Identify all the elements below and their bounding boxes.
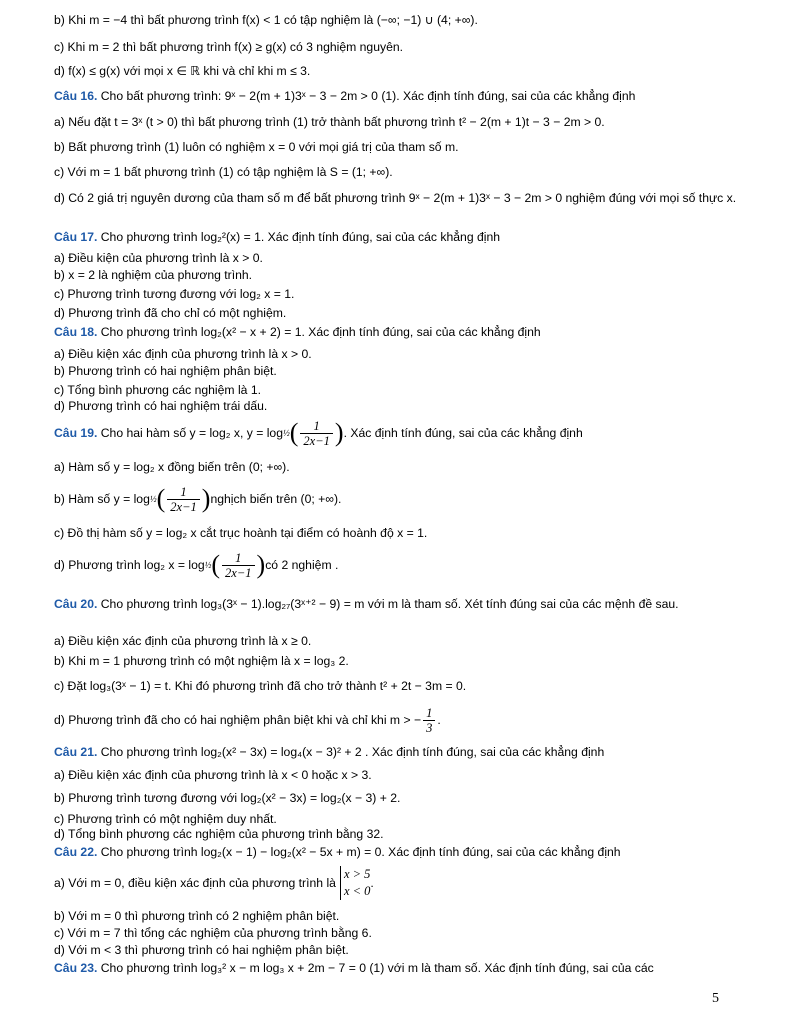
q19-option-a: a) Hàm số y = log₂ x đồng biến trên (0; +∞).: [54, 460, 290, 474]
prev-question-d: d) f(x) ≤ g(x) với mọi x ∈ ℝ khi và chỉ khi m ≤ 3.: [54, 64, 311, 78]
log-base: ½: [282, 428, 290, 438]
question-18: [54, 325, 744, 339]
q20-option-d: [54, 703, 744, 737]
q22-option-a-pre: a) Với m = 0, điều kiện xác định của phương trình là: [54, 876, 336, 890]
fraction-numerator: 1: [167, 485, 199, 500]
q21-option-c: c) Phương trình có một nghiệm duy nhất.: [54, 812, 277, 826]
q20-option-d-post: .: [437, 713, 441, 727]
q19-option-d-pre: d) Phương trình log₂ x = log: [54, 558, 205, 572]
q19-option-b-pre: b) Hàm số y = log: [54, 492, 150, 506]
paren-left: (: [289, 418, 299, 447]
paren-right: ): [201, 484, 211, 513]
q17-option-d: d) Phương trình đã cho chỉ có một nghiệm.: [54, 306, 287, 320]
q19-option-c: c) Đồ thị hàm số y = log₂ x cắt trục hoành tại điểm có hoành độ x = 1.: [54, 526, 428, 540]
question-22-stem: Cho phương trình log₂(x − 1) − log₂(x² − 5x + m) = 0. Xác định tính đúng, sai của các khẳng định: [100, 845, 621, 859]
question-18-stem: Cho phương trình log₂(x² − x + 2) = 1. Xác định tính đúng, sai của các khẳng định: [100, 325, 541, 339]
fraction-denominator: 2x−1: [303, 433, 330, 448]
log-base: ½: [204, 560, 212, 570]
paren-left: (: [211, 550, 221, 579]
q16-option-d: d) Có 2 giá trị nguyên dương của tham số m để bất phương trình 9ˣ − 2(m + 1)3ˣ − 3 − 2m > 0 nghiệm đúng với mọi số thực x.: [54, 191, 737, 205]
question-21-stem: Cho phương trình log₂(x² − 3x) = log₄(x − 3)² + 2 . Xác định tính đúng, sai của các khẳng định: [100, 745, 605, 759]
q18-option-b: b) Phương trình có hai nghiệm phân biệt.: [54, 364, 277, 378]
q19-option-b: [54, 482, 744, 516]
q16-option-a: a) Nếu đặt t = 3ˣ (t > 0) thì bất phương trình (1) trở thành bất phương trình t² − 2(m + 1)t − 3 − 2m > 0.: [54, 115, 605, 129]
prev-question-b: b) Khi m = −4 thì bất phương trình f(x) < 1 có tập nghiệm là (−∞; −1) ∪ (4; +∞).: [54, 13, 478, 27]
question-23-stem: Cho phương trình log₃² x − m log₃ x + 2m − 7 = 0 (1) với m là tham số. Xác định tính đúng, sai của các: [100, 961, 654, 975]
question-20-label: Câu 20.: [54, 597, 98, 611]
condition-system: [340, 866, 370, 900]
log-base: ½: [149, 494, 157, 504]
q18-option-d: d) Phương trình có hai nghiệm trái dấu.: [54, 399, 268, 413]
q19-option-d: [54, 548, 744, 582]
paren-right: ): [334, 418, 344, 447]
q19-option-b-post: nghịch biến trên (0; +∞).: [210, 492, 342, 506]
fraction-denominator: 3: [426, 720, 433, 735]
question-19-stem-a: Cho hai hàm số y = log₂ x, y = log: [100, 426, 283, 440]
fraction: [423, 706, 435, 735]
q22-option-a-post: .: [370, 876, 374, 890]
q20-option-d-pre: d) Phương trình đã cho có hai nghiệm phân biệt khi và chỉ khi m > −: [54, 713, 422, 727]
fraction-denominator: 2x−1: [170, 499, 197, 514]
question-16-label: Câu 16.: [54, 89, 98, 103]
question-20: [54, 594, 744, 614]
page-number: 5: [712, 991, 719, 1006]
fraction: [167, 485, 199, 514]
fraction-numerator: 1: [300, 419, 332, 434]
q19-option-d-post: có 2 nghiệm .: [265, 558, 339, 572]
q16-option-b: b) Bất phương trình (1) luôn có nghiệm x = 0 với mọi giá trị của tham số m.: [54, 140, 459, 154]
question-19-label: Câu 19.: [54, 426, 98, 440]
q18-option-c: c) Tổng bình phương các nghiệm là 1.: [54, 383, 261, 397]
q17-option-a: a) Điều kiện của phương trình là x > 0.: [54, 251, 263, 265]
fraction-denominator: 2x−1: [225, 565, 252, 580]
question-23-label: Câu 23.: [54, 961, 98, 975]
q20-option-a: a) Điều kiện xác định của phương trình là x ≥ 0.: [54, 634, 312, 648]
question-21: [54, 745, 744, 759]
q18-option-a: a) Điều kiện xác định của phương trình là x > 0.: [54, 347, 312, 361]
q16-option-c: c) Với m = 1 bất phương trình (1) có tập nghiệm là S = (1; +∞).: [54, 165, 393, 179]
q17-option-b: b) x = 2 là nghiệm của phương trình.: [54, 268, 253, 282]
paren-left: (: [156, 484, 166, 513]
question-16-stem: Cho bất phương trình: 9ˣ − 2(m + 1)3ˣ − 3 − 2m > 0 (1). Xác định tính đúng, sai của các khẳng định: [100, 89, 636, 103]
q22-option-b: b) Với m = 0 thì phương trình có 2 nghiệm phân biệt.: [54, 909, 340, 923]
fraction: [222, 551, 254, 580]
question-17-stem: Cho phương trình log₂²(x) = 1. Xác định tính đúng, sai của các khẳng định: [100, 230, 501, 244]
fraction-numerator: 1: [423, 706, 435, 721]
q21-option-d: d) Tổng bình phương các nghiệm của phương trình bằng 32.: [54, 827, 384, 841]
fraction-numerator: 1: [222, 551, 254, 566]
q20-option-b: b) Khi m = 1 phương trình có một nghiệm là x = log₃ 2.: [54, 654, 349, 668]
question-19: [54, 416, 744, 450]
prev-question-c: c) Khi m = 2 thì bất phương trình f(x) ≥ g(x) có 3 nghiệm nguyên.: [54, 40, 404, 54]
paren-right: ): [256, 550, 266, 579]
q20-option-c: c) Đặt log₃(3ˣ − 1) = t. Khi đó phương trình đã cho trở thành t² + 2t − 3m = 0.: [54, 679, 467, 693]
question-16: [54, 89, 744, 103]
q21-option-a: a) Điều kiện xác định của phương trình là x < 0 hoặc x > 3.: [54, 768, 372, 782]
question-21-label: Câu 21.: [54, 745, 98, 759]
q17-option-c: c) Phương trình tương đương với log₂ x = 1.: [54, 287, 295, 301]
question-19-stem-b: . Xác định tính đúng, sai của các khẳng định: [343, 426, 583, 440]
question-17: [54, 230, 744, 244]
q22-option-a: [54, 863, 744, 903]
question-22-label: Câu 22.: [54, 845, 98, 859]
fraction: [300, 419, 332, 448]
question-22: [54, 845, 744, 859]
question-17-label: Câu 17.: [54, 230, 98, 244]
question-18-label: Câu 18.: [54, 325, 98, 339]
condition-1: x > 5: [343, 867, 371, 881]
q21-option-b: b) Phương trình tương đương với log₂(x² − 3x) = log₂(x − 3) + 2.: [54, 791, 401, 805]
question-23: [54, 961, 744, 975]
q22-option-d: d) Với m < 3 thì phương trình có hai nghiệm phân biệt.: [54, 943, 349, 957]
condition-2: x < 0: [343, 884, 371, 898]
q22-option-c: c) Với m = 7 thì tổng các nghiệm của phương trình bằng 6.: [54, 926, 372, 940]
question-20-stem: Cho phương trình log₃(3ˣ − 1).log₂₇(3ˣ⁺² − 9) = m với m là tham số. Xét tính đúng sai của các mệnh đề sau.: [100, 597, 679, 611]
